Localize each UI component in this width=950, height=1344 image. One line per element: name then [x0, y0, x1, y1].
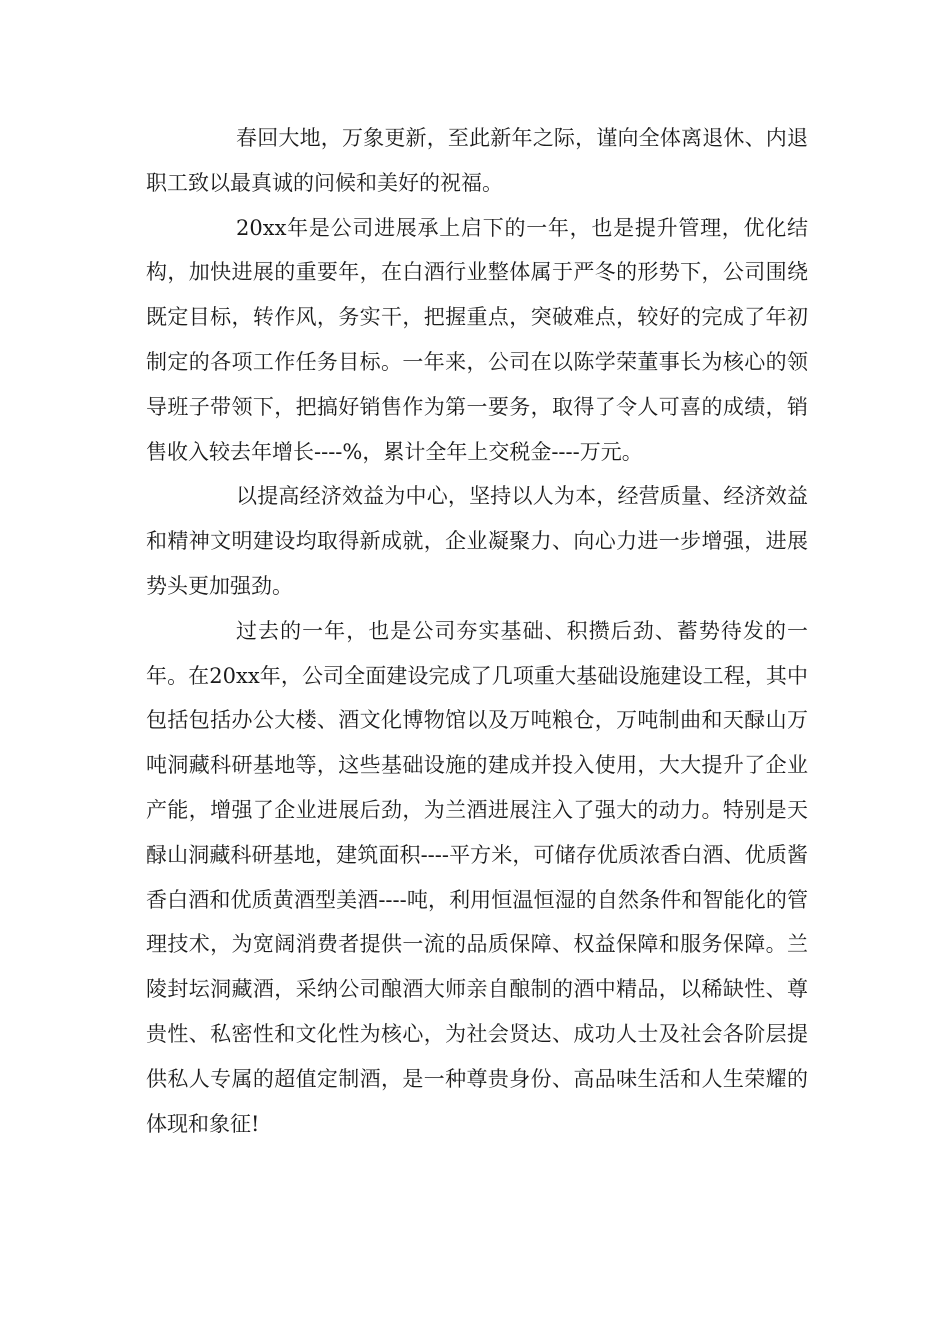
- document-body: [146, 116, 808, 1146]
- paragraph-greeting: 春回大地，万象更新，至此新年之际，谨向全体离退休、内退职工致以最真诚的问候和美好的祝福。: [146, 126, 808, 195]
- paragraph-annual-summary: 20xx年是公司进展承上启下的一年，也是提升管理，优化结构，加快进展的重要年，在白酒行业整体属于严冬的形势下，公司围绕既定目标，转作风，务实干，把握重点，突破难点，较好的完成了年初制定的各项工作任务目标。一年来，公司在以陈学荣董事长为核心的领导班子带领下，把搞好销售作为第一要务，取得了令人可喜的成绩，销售收入较去年增长----%，累计全年上交税金----万元。: [146, 215, 808, 464]
- paragraph-infrastructure: 过去的一年，也是公司夯实基础、积攒后劲、蓄势待发的一年。在20xx年，公司全面建设完成了几项重大基础设施建设工程，其中包括包括办公大楼、酒文化博物馆以及万吨粮仓，万吨制曲和天醁山万吨洞藏科研基地等，这些基础设施的建成并投入使用，大大提升了企业产能，增强了企业进展后劲，为兰酒进展注入了强大的动力。特别是天醁山洞藏科研基地，建筑面积----平方米，可储存优质浓香白酒、优质酱香白酒和优质黄酒型美酒----吨，利用恒温恒湿的自然条件和智能化的管理技术，为宽阔消费者提供一流的品质保障、权益保障和服务保障。兰陵封坛洞藏酒，采纳公司酿酒大师亲自酿制的酒中精品，以稀缺性、尊贵性、私密性和文化性为核心，为社会贤达、成功人士及社会各阶层提供私人专属的超值定制酒，是一种尊贵身份、高品味生活和人生荣耀的体现和象征!: [146, 618, 808, 1136]
- paragraph-efficiency: 以提高经济效益为中心，坚持以人为本，经营质量、经济效益和精神文明建设均取得新成就，企业凝聚力、向心力进一步增强，进展势头更加强劲。: [146, 484, 808, 598]
